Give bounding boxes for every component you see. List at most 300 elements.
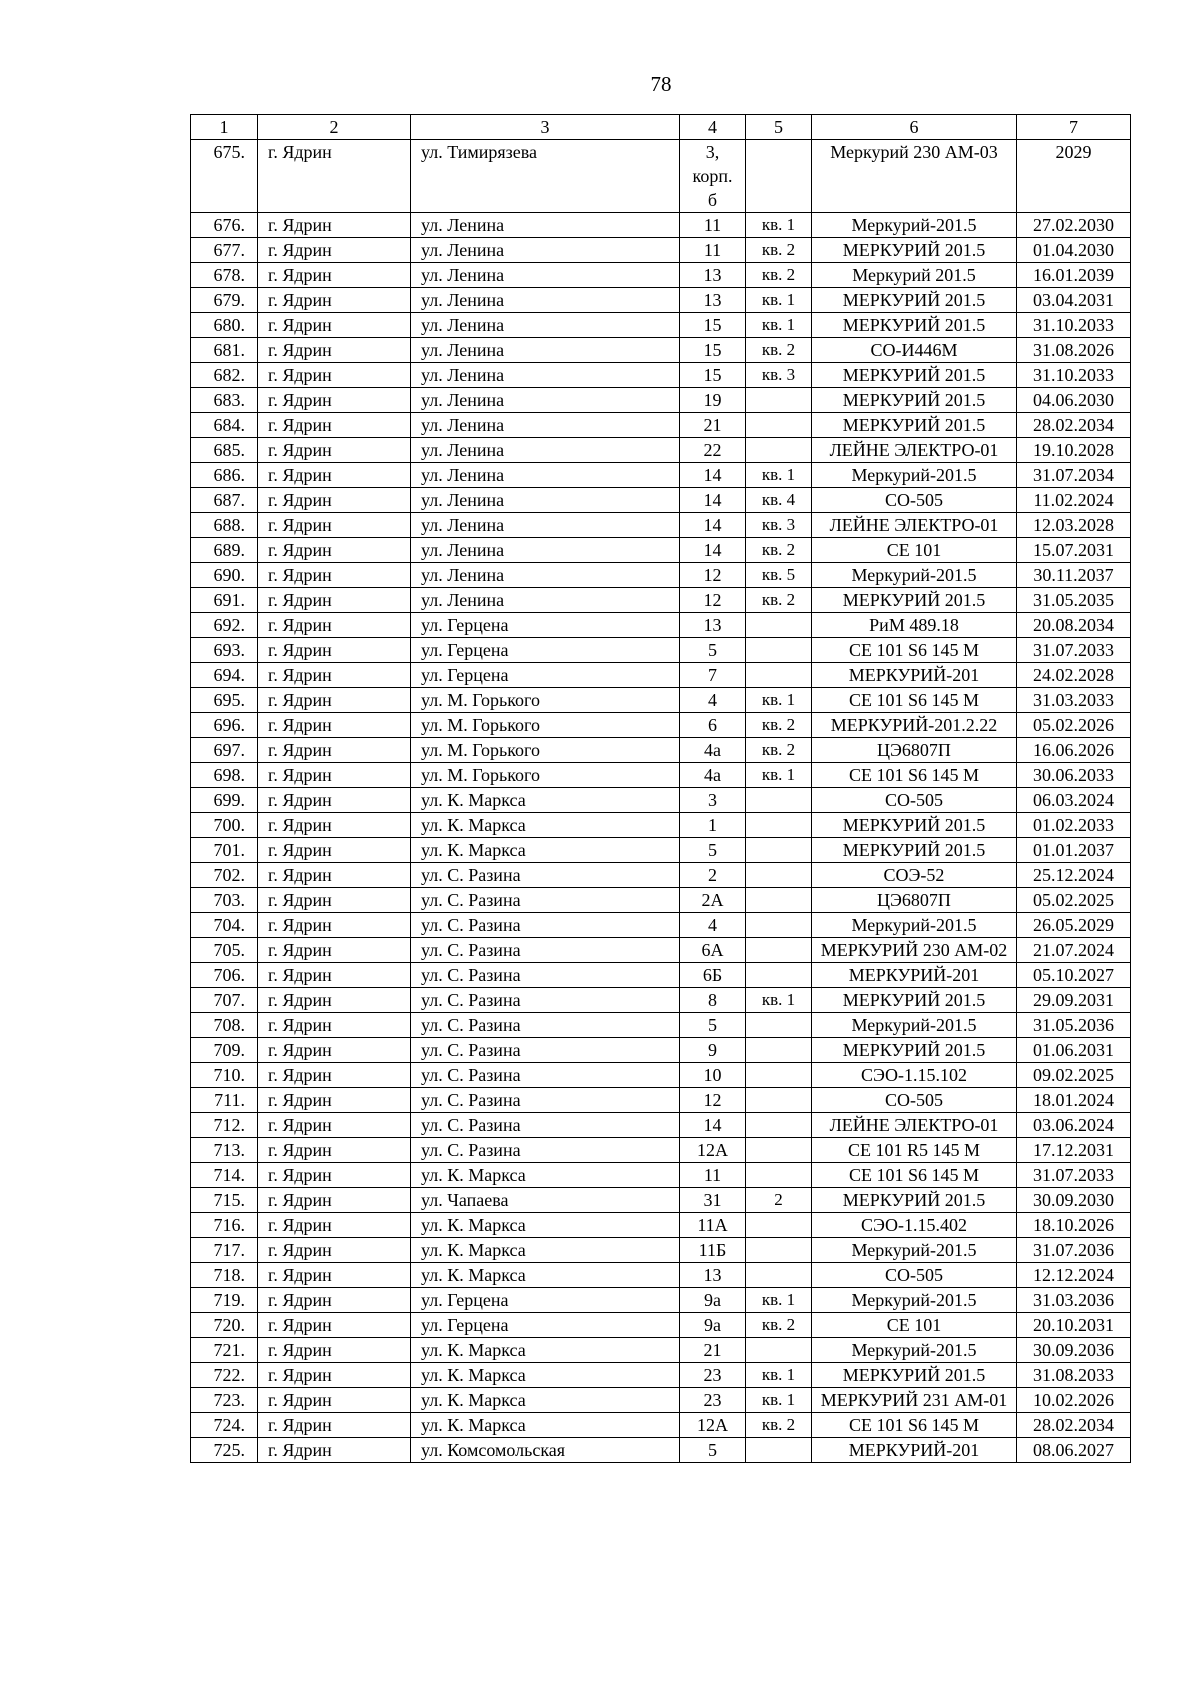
street-cell: ул. К. Маркса <box>411 1338 680 1363</box>
row-number: 680. <box>191 313 258 338</box>
table-row <box>191 1438 1131 1463</box>
house-cell: 15 <box>680 313 746 338</box>
meter-model-cell: МЕРКУРИЙ 201.5 <box>812 588 1017 613</box>
apartment-cell: кв. 2 <box>746 1313 812 1338</box>
house-cell: 3, корп. б <box>680 140 746 213</box>
street-cell: ул. М. Горького <box>411 738 680 763</box>
street-cell: ул. Чапаева <box>411 1188 680 1213</box>
city-cell: г. Ядрин <box>258 1338 411 1363</box>
row-number: 690. <box>191 563 258 588</box>
meter-model-cell: ЦЭ6807П <box>812 888 1017 913</box>
row-number: 717. <box>191 1238 258 1263</box>
city-cell: г. Ядрин <box>258 1188 411 1213</box>
table-row <box>191 938 1131 963</box>
apartment-cell <box>746 1113 812 1138</box>
apartment-cell: кв. 5 <box>746 563 812 588</box>
meter-model-cell: Меркурий-201.5 <box>812 913 1017 938</box>
verification-date-cell: 16.06.2026 <box>1017 738 1131 763</box>
table-row <box>191 1413 1131 1438</box>
table-row <box>191 588 1131 613</box>
apartment-cell: кв. 1 <box>746 213 812 238</box>
city-cell: г. Ядрин <box>258 1163 411 1188</box>
table-row <box>191 213 1131 238</box>
apartment-cell <box>746 1088 812 1113</box>
city-cell: г. Ядрин <box>258 288 411 313</box>
city-cell: г. Ядрин <box>258 1113 411 1138</box>
verification-date-cell: 18.10.2026 <box>1017 1213 1131 1238</box>
house-cell: 11 <box>680 1163 746 1188</box>
table-row <box>191 788 1131 813</box>
verification-date-cell: 31.05.2035 <box>1017 588 1131 613</box>
verification-date-cell: 03.04.2031 <box>1017 288 1131 313</box>
table-row <box>191 1288 1131 1313</box>
street-cell: ул. Герцена <box>411 638 680 663</box>
meter-model-cell: МЕРКУРИЙ 230 АМ-02 <box>812 938 1017 963</box>
row-number: 696. <box>191 713 258 738</box>
meter-model-cell: МЕРКУРИЙ 201.5 <box>812 1188 1017 1213</box>
city-cell: г. Ядрин <box>258 438 411 463</box>
apartment-cell <box>746 638 812 663</box>
table-row <box>191 140 1131 213</box>
street-cell: ул. С. Разина <box>411 913 680 938</box>
street-cell: ул. С. Разина <box>411 863 680 888</box>
house-cell: 6 <box>680 713 746 738</box>
meter-model-cell: МЕРКУРИЙ-201 <box>812 1438 1017 1463</box>
meter-model-cell: Меркурий-201.5 <box>812 563 1017 588</box>
meter-model-cell: РиМ 489.18 <box>812 613 1017 638</box>
apartment-cell: кв. 2 <box>746 713 812 738</box>
meter-model-cell: СО-505 <box>812 788 1017 813</box>
col-header: 5 <box>746 115 812 140</box>
house-cell: 11 <box>680 213 746 238</box>
street-cell: ул. Ленина <box>411 213 680 238</box>
table-row <box>191 513 1131 538</box>
apartment-cell: кв. 3 <box>746 513 812 538</box>
city-cell: г. Ядрин <box>258 1363 411 1388</box>
house-cell: 12 <box>680 588 746 613</box>
table-row <box>191 1038 1131 1063</box>
meter-model-cell: СЭО-1.15.102 <box>812 1063 1017 1088</box>
street-cell: ул. Ленина <box>411 463 680 488</box>
meter-model-cell: СЕ 101 <box>812 538 1017 563</box>
verification-date-cell: 05.02.2025 <box>1017 888 1131 913</box>
apartment-cell <box>746 1238 812 1263</box>
house-cell: 3 <box>680 788 746 813</box>
row-number: 702. <box>191 863 258 888</box>
street-cell: ул. К. Маркса <box>411 1163 680 1188</box>
city-cell: г. Ядрин <box>258 1288 411 1313</box>
street-cell: ул. К. Маркса <box>411 1213 680 1238</box>
table-row <box>191 563 1131 588</box>
meter-model-cell: СО-505 <box>812 488 1017 513</box>
apartment-cell: кв. 1 <box>746 688 812 713</box>
street-cell: ул. С. Разина <box>411 988 680 1013</box>
meter-model-cell: МЕРКУРИЙ 201.5 <box>812 1038 1017 1063</box>
street-cell: ул. К. Маркса <box>411 813 680 838</box>
row-number: 689. <box>191 538 258 563</box>
apartment-cell <box>746 963 812 988</box>
city-cell: г. Ядрин <box>258 263 411 288</box>
verification-date-cell: 25.12.2024 <box>1017 863 1131 888</box>
table-body <box>191 140 1131 1463</box>
table-row <box>191 238 1131 263</box>
street-cell: ул. Ленина <box>411 363 680 388</box>
table-row <box>191 1163 1131 1188</box>
street-cell: ул. Ленина <box>411 388 680 413</box>
row-number: 685. <box>191 438 258 463</box>
row-number: 699. <box>191 788 258 813</box>
row-number: 684. <box>191 413 258 438</box>
apartment-cell <box>746 863 812 888</box>
meter-model-cell: СО-505 <box>812 1263 1017 1288</box>
apartment-cell <box>746 888 812 913</box>
row-number: 722. <box>191 1363 258 1388</box>
street-cell: ул. С. Разина <box>411 888 680 913</box>
table-row <box>191 363 1131 388</box>
house-cell: 5 <box>680 638 746 663</box>
meter-model-cell: МЕРКУРИЙ 201.5 <box>812 813 1017 838</box>
row-number: 678. <box>191 263 258 288</box>
city-cell: г. Ядрин <box>258 1388 411 1413</box>
city-cell: г. Ядрин <box>258 1413 411 1438</box>
city-cell: г. Ядрин <box>258 363 411 388</box>
apartment-cell: кв. 1 <box>746 988 812 1013</box>
verification-date-cell: 31.10.2033 <box>1017 363 1131 388</box>
house-cell: 13 <box>680 1263 746 1288</box>
street-cell: ул. К. Маркса <box>411 838 680 863</box>
row-number: 716. <box>191 1213 258 1238</box>
table-row <box>191 763 1131 788</box>
apartment-cell <box>746 663 812 688</box>
street-cell: ул. С. Разина <box>411 963 680 988</box>
apartment-cell <box>746 1163 812 1188</box>
meter-model-cell: Меркурий-201.5 <box>812 213 1017 238</box>
row-number: 718. <box>191 1263 258 1288</box>
row-number: 679. <box>191 288 258 313</box>
meter-model-cell: ЛЕЙНЕ ЭЛЕКТРО-01 <box>812 513 1017 538</box>
house-cell: 11 <box>680 238 746 263</box>
verification-date-cell: 30.11.2037 <box>1017 563 1131 588</box>
row-number: 710. <box>191 1063 258 1088</box>
table-row <box>191 263 1131 288</box>
house-cell: 12А <box>680 1138 746 1163</box>
city-cell: г. Ядрин <box>258 963 411 988</box>
house-cell: 15 <box>680 338 746 363</box>
street-cell: ул. С. Разина <box>411 1038 680 1063</box>
table-row <box>191 413 1131 438</box>
row-number: 703. <box>191 888 258 913</box>
city-cell: г. Ядрин <box>258 713 411 738</box>
table-row <box>191 713 1131 738</box>
table-row <box>191 1088 1131 1113</box>
apartment-cell <box>746 838 812 863</box>
table-row <box>191 963 1131 988</box>
city-cell: г. Ядрин <box>258 1263 411 1288</box>
street-cell: ул. С. Разина <box>411 1013 680 1038</box>
apartment-cell: кв. 2 <box>746 238 812 263</box>
verification-date-cell: 30.09.2036 <box>1017 1338 1131 1363</box>
apartment-cell: кв. 1 <box>746 1388 812 1413</box>
house-cell: 15 <box>680 363 746 388</box>
street-cell: ул. С. Разина <box>411 938 680 963</box>
table-row <box>191 613 1131 638</box>
row-number: 724. <box>191 1413 258 1438</box>
col-header: 6 <box>812 115 1017 140</box>
apartment-cell: кв. 1 <box>746 1363 812 1388</box>
meter-model-cell: Меркурий 201.5 <box>812 263 1017 288</box>
table-row <box>191 913 1131 938</box>
house-cell: 22 <box>680 438 746 463</box>
verification-date-cell: 29.09.2031 <box>1017 988 1131 1013</box>
street-cell: ул. М. Горького <box>411 688 680 713</box>
table-row <box>191 538 1131 563</box>
house-cell: 23 <box>680 1363 746 1388</box>
table-row <box>191 313 1131 338</box>
city-cell: г. Ядрин <box>258 1238 411 1263</box>
house-cell: 7 <box>680 663 746 688</box>
table-row <box>191 388 1131 413</box>
house-cell: 10 <box>680 1063 746 1088</box>
meter-model-cell: СЕ 101 S6 145 М <box>812 688 1017 713</box>
verification-date-cell: 01.01.2037 <box>1017 838 1131 863</box>
apartment-cell: кв. 1 <box>746 1288 812 1313</box>
house-cell: 14 <box>680 488 746 513</box>
meter-model-cell: ЦЭ6807П <box>812 738 1017 763</box>
verification-date-cell: 12.03.2028 <box>1017 513 1131 538</box>
meter-model-cell: Меркурий-201.5 <box>812 1288 1017 1313</box>
verification-date-cell: 01.04.2030 <box>1017 238 1131 263</box>
meter-model-cell: МЕРКУРИЙ 201.5 <box>812 1363 1017 1388</box>
table-row <box>191 1313 1131 1338</box>
house-cell: 12А <box>680 1413 746 1438</box>
street-cell: ул. К. Маркса <box>411 1388 680 1413</box>
city-cell: г. Ядрин <box>258 613 411 638</box>
house-cell: 8 <box>680 988 746 1013</box>
table-row <box>191 688 1131 713</box>
street-cell: ул. Ленина <box>411 588 680 613</box>
house-cell: 12 <box>680 563 746 588</box>
row-number: 686. <box>191 463 258 488</box>
city-cell: г. Ядрин <box>258 638 411 663</box>
verification-date-cell: 31.10.2033 <box>1017 313 1131 338</box>
meter-model-cell: СЕ 101 R5 145 М <box>812 1138 1017 1163</box>
meter-model-cell: МЕРКУРИЙ 231 АМ-01 <box>812 1388 1017 1413</box>
house-cell: 23 <box>680 1388 746 1413</box>
apartment-cell: кв. 2 <box>746 338 812 363</box>
row-number: 705. <box>191 938 258 963</box>
meter-model-cell: МЕРКУРИЙ 201.5 <box>812 388 1017 413</box>
meter-model-cell: МЕРКУРИЙ 201.5 <box>812 363 1017 388</box>
house-cell: 14 <box>680 513 746 538</box>
table-row <box>191 1363 1131 1388</box>
apartment-cell <box>746 1038 812 1063</box>
city-cell: г. Ядрин <box>258 488 411 513</box>
verification-date-cell: 31.07.2034 <box>1017 463 1131 488</box>
street-cell: ул. Тимирязева <box>411 140 680 213</box>
apartment-cell: 2 <box>746 1188 812 1213</box>
street-cell: ул. Ленина <box>411 513 680 538</box>
house-cell: 4а <box>680 763 746 788</box>
meter-model-cell: Меркурий-201.5 <box>812 1238 1017 1263</box>
row-number: 691. <box>191 588 258 613</box>
city-cell: г. Ядрин <box>258 1063 411 1088</box>
apartment-cell: кв. 2 <box>746 263 812 288</box>
city-cell: г. Ядрин <box>258 688 411 713</box>
verification-date-cell: 01.06.2031 <box>1017 1038 1131 1063</box>
street-cell: ул. Герцена <box>411 1313 680 1338</box>
city-cell: г. Ядрин <box>258 1313 411 1338</box>
table-row <box>191 1188 1131 1213</box>
street-cell: ул. К. Маркса <box>411 788 680 813</box>
city-cell: г. Ядрин <box>258 338 411 363</box>
apartment-cell <box>746 1438 812 1463</box>
verification-date-cell: 01.02.2033 <box>1017 813 1131 838</box>
street-cell: ул. К. Маркса <box>411 1413 680 1438</box>
verification-date-cell: 31.08.2033 <box>1017 1363 1131 1388</box>
table-row <box>191 1138 1131 1163</box>
house-cell: 31 <box>680 1188 746 1213</box>
table-header-row <box>191 115 1131 140</box>
city-cell: г. Ядрин <box>258 1138 411 1163</box>
city-cell: г. Ядрин <box>258 813 411 838</box>
row-number: 692. <box>191 613 258 638</box>
meter-model-cell: МЕРКУРИЙ 201.5 <box>812 838 1017 863</box>
verification-date-cell: 20.08.2034 <box>1017 613 1131 638</box>
apartment-cell: кв. 2 <box>746 588 812 613</box>
row-number: 706. <box>191 963 258 988</box>
house-cell: 14 <box>680 1113 746 1138</box>
table-row <box>191 638 1131 663</box>
house-cell: 9а <box>680 1288 746 1313</box>
verification-date-cell: 2029 <box>1017 140 1131 213</box>
street-cell: ул. С. Разина <box>411 1088 680 1113</box>
table-row <box>191 1388 1131 1413</box>
col-header: 2 <box>258 115 411 140</box>
table-row <box>191 1263 1131 1288</box>
verification-date-cell: 30.09.2030 <box>1017 1188 1131 1213</box>
verification-date-cell: 18.01.2024 <box>1017 1088 1131 1113</box>
apartment-cell <box>746 1338 812 1363</box>
table-row <box>191 1113 1131 1138</box>
street-cell: ул. Комсомольская <box>411 1438 680 1463</box>
verification-date-cell: 31.07.2033 <box>1017 638 1131 663</box>
street-cell: ул. С. Разина <box>411 1113 680 1138</box>
meter-model-cell: МЕРКУРИЙ 201.5 <box>812 988 1017 1013</box>
verification-date-cell: 31.03.2036 <box>1017 1288 1131 1313</box>
table-row <box>191 863 1131 888</box>
apartment-cell: кв. 2 <box>746 1413 812 1438</box>
col-header: 3 <box>411 115 680 140</box>
row-number: 704. <box>191 913 258 938</box>
apartment-cell <box>746 1138 812 1163</box>
table-row <box>191 1213 1131 1238</box>
city-cell: г. Ядрин <box>258 140 411 213</box>
row-number: 723. <box>191 1388 258 1413</box>
meter-model-cell: МЕРКУРИЙ 201.5 <box>812 313 1017 338</box>
house-cell: 9а <box>680 1313 746 1338</box>
meter-model-cell: МЕРКУРИЙ-201 <box>812 963 1017 988</box>
city-cell: г. Ядрин <box>258 238 411 263</box>
city-cell: г. Ядрин <box>258 1213 411 1238</box>
house-cell: 9 <box>680 1038 746 1063</box>
meter-model-cell: СОЭ-52 <box>812 863 1017 888</box>
row-number: 711. <box>191 1088 258 1113</box>
col-header: 7 <box>1017 115 1131 140</box>
table-row <box>191 288 1131 313</box>
row-number: 682. <box>191 363 258 388</box>
meter-model-cell: Меркурий-201.5 <box>812 1338 1017 1363</box>
house-cell: 14 <box>680 463 746 488</box>
page-number: 78 <box>650 72 672 96</box>
row-number: 683. <box>191 388 258 413</box>
house-cell: 11А <box>680 1213 746 1238</box>
table-row <box>191 838 1131 863</box>
street-cell: ул. Ленина <box>411 563 680 588</box>
apartment-cell <box>746 1063 812 1088</box>
house-cell: 21 <box>680 413 746 438</box>
apartment-cell: кв. 4 <box>746 488 812 513</box>
house-cell: 13 <box>680 288 746 313</box>
row-number: 701. <box>191 838 258 863</box>
house-cell: 4а <box>680 738 746 763</box>
apartment-cell <box>746 788 812 813</box>
street-cell: ул. С. Разина <box>411 1063 680 1088</box>
street-cell: ул. Ленина <box>411 263 680 288</box>
verification-date-cell: 10.02.2026 <box>1017 1388 1131 1413</box>
house-cell: 4 <box>680 688 746 713</box>
city-cell: г. Ядрин <box>258 538 411 563</box>
row-number: 698. <box>191 763 258 788</box>
row-number: 681. <box>191 338 258 363</box>
row-number: 687. <box>191 488 258 513</box>
meter-model-cell: СО-505 <box>812 1088 1017 1113</box>
street-cell: ул. Ленина <box>411 413 680 438</box>
street-cell: ул. Ленина <box>411 288 680 313</box>
verification-date-cell: 31.03.2033 <box>1017 688 1131 713</box>
meter-model-cell: СЭО-1.15.402 <box>812 1213 1017 1238</box>
street-cell: ул. М. Горького <box>411 713 680 738</box>
row-number: 694. <box>191 663 258 688</box>
row-number: 721. <box>191 1338 258 1363</box>
meter-model-cell: СЕ 101 S6 145 М <box>812 1163 1017 1188</box>
meter-model-cell: Меркурий-201.5 <box>812 463 1017 488</box>
verification-date-cell: 21.07.2024 <box>1017 938 1131 963</box>
table-row <box>191 338 1131 363</box>
meter-model-cell: СЕ 101 <box>812 1313 1017 1338</box>
table-row <box>191 1338 1131 1363</box>
verification-date-cell: 28.02.2034 <box>1017 1413 1131 1438</box>
street-cell: ул. Ленина <box>411 488 680 513</box>
city-cell: г. Ядрин <box>258 938 411 963</box>
city-cell: г. Ядрин <box>258 1038 411 1063</box>
table-row <box>191 1238 1131 1263</box>
city-cell: г. Ядрин <box>258 863 411 888</box>
col-header: 1 <box>191 115 258 140</box>
apartment-cell <box>746 413 812 438</box>
row-number: 697. <box>191 738 258 763</box>
house-cell: 19 <box>680 388 746 413</box>
verification-date-cell: 20.10.2031 <box>1017 1313 1131 1338</box>
apartment-cell: кв. 1 <box>746 288 812 313</box>
house-cell: 13 <box>680 263 746 288</box>
house-cell: 2 <box>680 863 746 888</box>
row-number: 693. <box>191 638 258 663</box>
meter-model-cell: Меркурий 230 АМ-03 <box>812 140 1017 213</box>
house-cell: 6Б <box>680 963 746 988</box>
street-cell: ул. К. Маркса <box>411 1263 680 1288</box>
city-cell: г. Ядрин <box>258 913 411 938</box>
apartment-cell <box>746 1263 812 1288</box>
